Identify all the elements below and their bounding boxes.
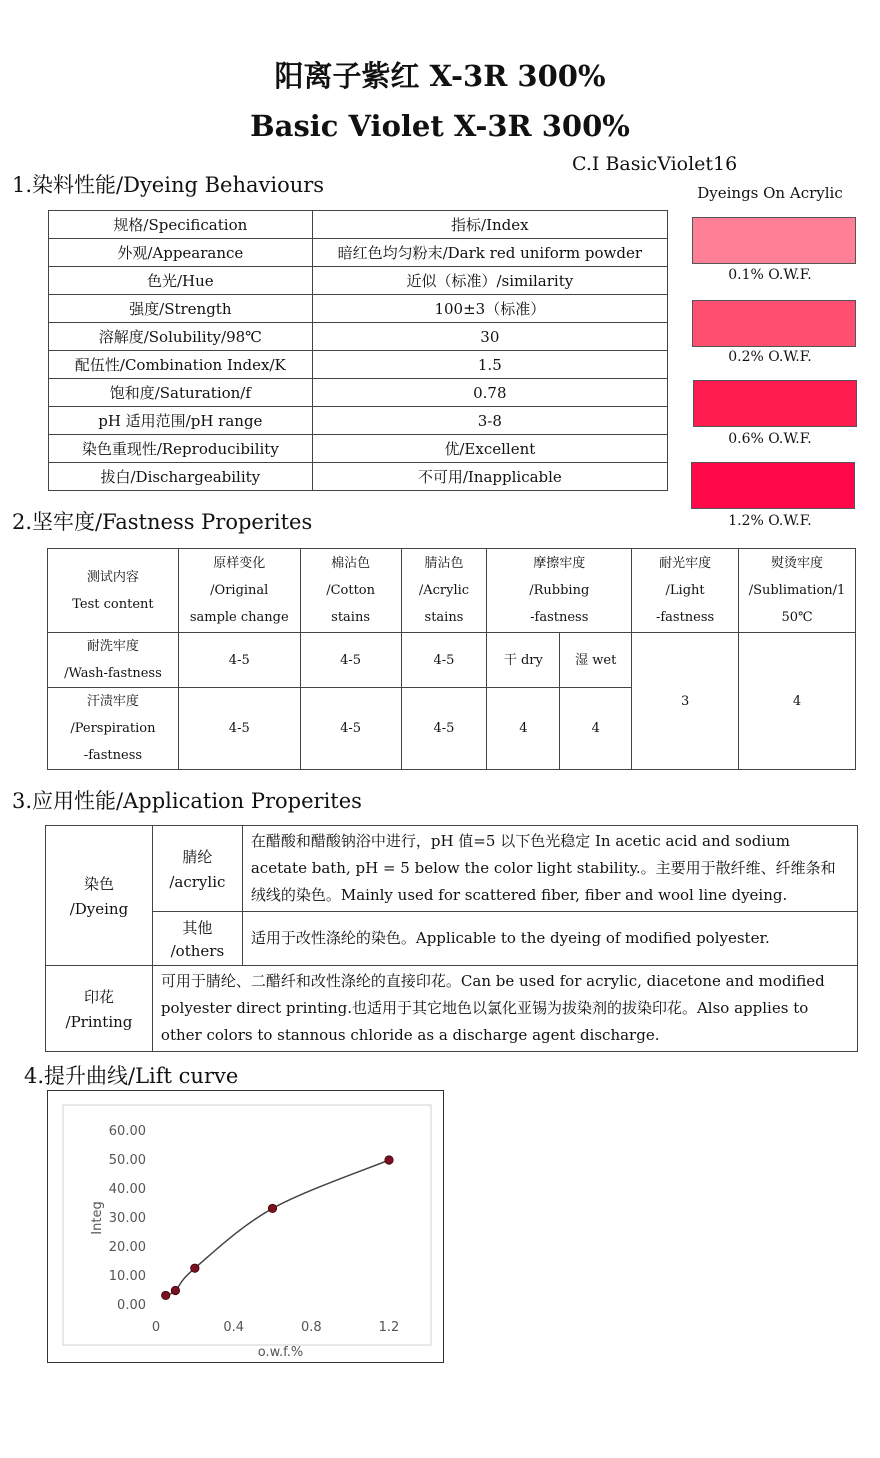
sublimation-value: 4 — [739, 633, 856, 770]
data-point — [162, 1291, 170, 1299]
table-row — [49, 239, 668, 267]
perspiration-rubbing-dry: 4 — [487, 688, 560, 770]
wash-cotton: 4-5 — [300, 633, 401, 688]
table-row — [49, 435, 668, 463]
section-fastness-heading: 2.坚牢度/Fastness Properites — [12, 510, 313, 534]
property-value: 1.5 — [312, 351, 667, 379]
property-value: 30 — [312, 323, 667, 351]
acrylic-label: 腈纶 /acrylic — [152, 826, 242, 912]
y-tick-label: 10.00 — [108, 1269, 146, 1284]
x-tick-label: 0.8 — [300, 1320, 322, 1335]
y-tick-label: 50.00 — [108, 1153, 146, 1168]
property-value: 3-8 — [312, 407, 667, 435]
perspiration-fastness-label: 汗渍牢度 /Perspiration -fastness — [48, 688, 179, 770]
header-light: 耐光牢度 /Light -fastness — [632, 549, 739, 633]
swatch-0-1 — [692, 217, 856, 264]
property-name: 配伍性/Combination Index/K — [49, 351, 313, 379]
property-value: 不可用/Inapplicable — [312, 463, 667, 491]
swatch-0-2 — [692, 300, 856, 347]
data-point — [268, 1204, 276, 1212]
y-tick-label: 40.00 — [108, 1182, 146, 1197]
wash-acrylic: 4-5 — [401, 633, 487, 688]
fastness-table — [47, 548, 856, 770]
swatch-0-6 — [693, 380, 857, 427]
header-rubbing: 摩擦牢度 /Rubbing -fastness — [487, 549, 632, 633]
property-name: 染色重现性/Reproducibility — [49, 435, 313, 463]
wash-original: 4-5 — [178, 633, 300, 688]
property-value: 指标/Index — [312, 211, 667, 239]
property-value: 0.78 — [312, 379, 667, 407]
x-tick-label: 1.2 — [378, 1320, 400, 1335]
header-original: 原样变化 /Original sample change — [178, 549, 300, 633]
table-row — [49, 267, 668, 295]
data-point — [171, 1286, 179, 1294]
series-line — [166, 1160, 389, 1295]
y-tick-label: 60.00 — [108, 1124, 146, 1139]
section-dyeing-behaviours-heading: 1.染料性能/Dyeing Behaviours — [12, 173, 325, 197]
swatch-label: 0.1% O.W.F. — [728, 267, 812, 283]
others-label: 其他 /others — [152, 912, 242, 966]
printing-label: 印花 /Printing — [46, 966, 153, 1052]
swatch-label: 0.2% O.W.F. — [728, 349, 812, 365]
table-row — [49, 407, 668, 435]
property-value: 近似（标准）/similarity — [312, 267, 667, 295]
table-row — [49, 379, 668, 407]
property-name: 饱和度/Saturation/f — [49, 379, 313, 407]
property-value: 100±3（标准） — [312, 295, 667, 323]
lift-curve-chart — [48, 1091, 443, 1362]
y-axis-label: Integ — [90, 1201, 105, 1235]
ci-name: C.I BasicViolet16 — [572, 153, 738, 175]
property-name: 规格/Specification — [49, 211, 313, 239]
wash-fastness-label: 耐洗牢度 /Wash-fastness — [48, 633, 179, 688]
property-name: pH 适用范围/pH range — [49, 407, 313, 435]
x-tick-label: 0 — [151, 1320, 161, 1335]
section-lift-curve-heading: 4.提升曲线/Lift curve — [24, 1064, 239, 1088]
table-header-row — [49, 211, 668, 239]
others-dyeing-text: 适用于改性涤纶的染色。Applicable to the dyeing of modified polyester. — [242, 912, 857, 966]
dyeings-on-acrylic-title: Dyeings On Acrylic — [697, 184, 843, 202]
rubbing-wet-header: 湿 wet — [560, 633, 632, 688]
property-name: 溶解度/Solubility/98℃ — [49, 323, 313, 351]
dyeing-behaviours-table — [48, 210, 668, 491]
title-english: Basic Violet X-3R 300% — [250, 109, 630, 143]
title-chinese: 阳离子紫红 X-3R 300% — [274, 59, 606, 93]
data-point — [385, 1156, 393, 1164]
property-name: 拔白/Dischargeability — [49, 463, 313, 491]
perspiration-cotton: 4-5 — [300, 688, 401, 770]
table-row — [49, 463, 668, 491]
swatch-label: 0.6% O.W.F. — [728, 431, 812, 447]
light-fastness-value: 3 — [632, 633, 739, 770]
property-value: 优/Excellent — [312, 435, 667, 463]
application-table — [45, 825, 858, 1052]
perspiration-original: 4-5 — [178, 688, 300, 770]
table-row — [49, 323, 668, 351]
data-point — [191, 1264, 199, 1272]
property-name: 色光/Hue — [49, 267, 313, 295]
x-tick-label: 0.4 — [223, 1320, 245, 1335]
section-application-heading: 3.应用性能/Application Properites — [12, 789, 362, 813]
property-name: 强度/Strength — [49, 295, 313, 323]
perspiration-rubbing-wet: 4 — [560, 688, 632, 770]
lift-curve-chart-frame — [47, 1090, 444, 1363]
rubbing-dry-header: 干 dry — [487, 633, 560, 688]
table-row — [49, 351, 668, 379]
header-acrylic: 腈沾色 /Acrylic stains — [401, 549, 487, 633]
property-value: 暗红色均匀粉末/Dark red uniform powder — [312, 239, 667, 267]
property-name: 外观/Appearance — [49, 239, 313, 267]
printing-text: 可用于腈纶、二醋纤和改性涤纶的直接印花。Can be used for acrylic, diacetone and modified polyester direct printing.也适用于其它地色以氯化亚锡为拔染剂的拔染印花。Also applies to other colors to stannous chloride as a discharge agent discharge. — [152, 966, 857, 1052]
header-cotton: 棉沾色 /Cotton stains — [300, 549, 401, 633]
y-tick-label: 0.00 — [117, 1298, 146, 1313]
acrylic-dyeing-text: 在醋酸和醋酸钠浴中进行，pH 值=5 以下色光稳定 In acetic acid and sodium acetate bath, pH = 5 below the color light stability.。主要用于散纤维、纤维条和绒线的染色。Mainly used for scattered fiber, fiber and wool line dyeing. — [242, 826, 857, 912]
dyeing-label: 染色 /Dyeing — [46, 826, 153, 966]
table-row — [49, 295, 668, 323]
swatch-1-2 — [691, 462, 855, 509]
header-test-content: 测试内容 Test content — [48, 549, 179, 633]
perspiration-acrylic: 4-5 — [401, 688, 487, 770]
swatch-label: 1.2% O.W.F. — [728, 513, 812, 529]
y-tick-label: 30.00 — [108, 1211, 146, 1226]
header-sublimation: 熨烫牢度 /Sublimation/1 50℃ — [739, 549, 856, 633]
y-tick-label: 20.00 — [108, 1240, 146, 1255]
x-axis-label: o.w.f.% — [257, 1345, 304, 1360]
